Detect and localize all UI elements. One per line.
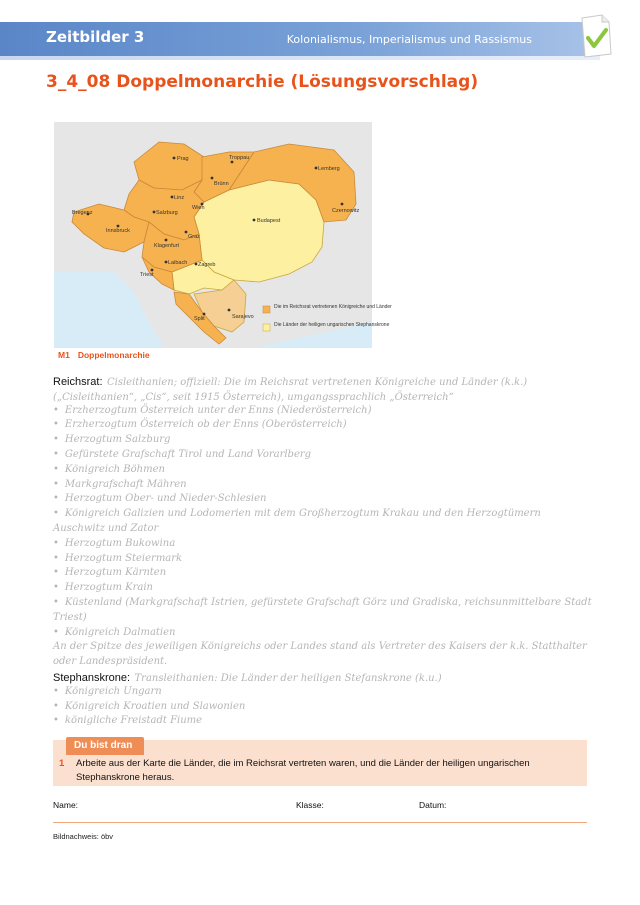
map-graphic (54, 122, 392, 348)
list-item: • Herzogtum Salzburg (53, 433, 593, 448)
city-dot-brunn (211, 177, 214, 180)
reichsrat-intro-1: Cisleithanien; offiziell: Die im Reichsrat vertretenen Königreiche und Länder (k.k.) (106, 377, 528, 388)
list-item-continuation: Auschwitz und Zator (53, 522, 159, 534)
city-dot-innsbruck (117, 225, 120, 228)
city-dot-czernowitz (341, 203, 344, 206)
city-dot-triest (151, 269, 154, 272)
city-dot-graz (185, 231, 188, 234)
list-item: • Küstenland (Markgrafschaft Istrien, gefürstete Grafschaft Görz und Gradiska, reichsunmittelbare Stadt (53, 596, 593, 611)
city-budapest: Budapest (257, 218, 281, 224)
city-czernowitz: Czernowitz (332, 208, 360, 214)
name-label: Name: (53, 800, 79, 810)
map-caption-text: Doppelmonarchie (77, 350, 150, 360)
city-dot-linz (171, 196, 174, 199)
list-item: • Königreich Galizien und Lodomerien mit dem Großherzogtum Krakau und den Herzogtümern (53, 507, 593, 522)
city-wien: Wien (192, 205, 205, 211)
list-item: • königliche Freistadt Fiume (53, 714, 593, 729)
city-zagreb: Zagreb (198, 262, 216, 268)
city-dot-split (203, 313, 206, 316)
reichsrat-intro-2: („Cisleithanien“, „Cis“, seit 1915 Österreich), umgangssprachlich „Österreich“ (53, 391, 454, 403)
city-dot-laibach (165, 261, 168, 264)
city-dot-troppau (231, 161, 234, 164)
task-tab: Du bist dran (66, 737, 144, 755)
city-prag: Prag (177, 156, 189, 162)
city-innsbruck: Innsbruck (106, 228, 130, 234)
city-graz: Graz (188, 234, 200, 240)
reichsrat-note-1: An der Spitze des jeweiligen Königreichs oder Landes stand als Vertreter des Kaisers der k.k. Statthalter (53, 641, 587, 653)
form-divider (53, 822, 587, 823)
city-brunn: Brünn (214, 181, 229, 187)
list-item: • Königreich Kroatien und Slawonien (53, 700, 593, 715)
reichsrat-label: Reichsrat: (53, 376, 103, 388)
list-item-continuation: Triest) (53, 611, 87, 623)
city-laibach: Laibach (168, 260, 188, 266)
city-dot-lemberg (315, 167, 318, 170)
legend-cisleithania: Die im Reichsrat vertretenen Königreiche und Länder (274, 304, 392, 310)
legend-swatch-cisleithania (263, 306, 270, 313)
stephanskrone-intro: Transleithanien: Die Länder der heiligen Stefanskrone (k.u.) (134, 672, 442, 684)
list-item: • Königreich Dalmatien (53, 626, 593, 641)
city-dot-budapest (253, 219, 256, 222)
task-text: Arbeite aus der Karte die Länder, die im Reichsrat vertreten waren, und die Länder der heiligen ungarischen Stephanskrone heraus. (76, 758, 530, 783)
reichsrat-block (53, 374, 593, 729)
city-troppau: Troppau (229, 155, 250, 161)
city-dot-salzburg (153, 211, 156, 214)
list-item: • Herzogtum Bukowina (53, 537, 593, 552)
page-title: 3_4_08 Doppelmonarchie (Lösungsvorschlag) (46, 72, 479, 92)
reichsrat-note-2: oder Landespräsident. (53, 656, 168, 668)
list-item: • Herzogtum Krain (53, 581, 593, 596)
city-salzburg: Salzburg (156, 210, 178, 216)
task-number: 1 (59, 758, 65, 769)
city-linz: Linz (174, 195, 185, 201)
city-split: Split (194, 316, 205, 322)
image-credit: Bildnachweis: öbv (53, 832, 114, 841)
stephanskrone-label: Stephanskrone: (53, 671, 131, 684)
city-bregenz: Bregenz (72, 210, 93, 216)
city-dot-prag (173, 157, 176, 160)
list-item: • Königreich Böhmen (53, 463, 593, 478)
legend-swatch-transleithania (263, 324, 270, 331)
map-caption-number: M1 (58, 350, 70, 360)
map-caption (58, 350, 150, 360)
city-triest: Triest (140, 272, 154, 278)
list-item: • Erzherzogtum Österreich unter der Enns (Niederösterreich) (53, 404, 593, 419)
datum-label: Datum: (419, 800, 447, 810)
list-item: • Gefürstete Grafschaft Tirol und Land Vorarlberg (53, 448, 593, 463)
city-klagenfurt: Klagenfurt (154, 243, 180, 249)
list-item: • Herzogtum Ober- und Nieder-Schlesien (53, 492, 593, 507)
list-item: • Königreich Ungarn (53, 685, 593, 700)
map-doppelmonarchie (54, 122, 392, 348)
city-sarajevo: Sarajevo (232, 314, 254, 320)
city-dot-zagreb (195, 263, 198, 266)
klasse-label: Klasse: (296, 800, 324, 810)
list-item: • Erzherzogtum Österreich ob der Enns (Oberösterreich) (53, 418, 593, 433)
legend-transleithania: Die Länder der heiligen ungarischen Stephanskrone (274, 322, 390, 328)
list-item: • Herzogtum Kärnten (53, 566, 593, 581)
city-dot-sarajevo (228, 309, 231, 312)
topic-title: Kolonialismus, Imperialismus und Rassismus (286, 33, 532, 46)
list-item: • Markgrafschaft Mähren (53, 478, 593, 493)
document-check-icon (576, 12, 614, 60)
brand-title: Zeitbilder 3 (46, 28, 145, 46)
list-item: • Herzogtum Steiermark (53, 552, 593, 567)
city-dot-klagenfurt (165, 239, 168, 242)
city-lemberg: Lemberg (318, 166, 340, 172)
